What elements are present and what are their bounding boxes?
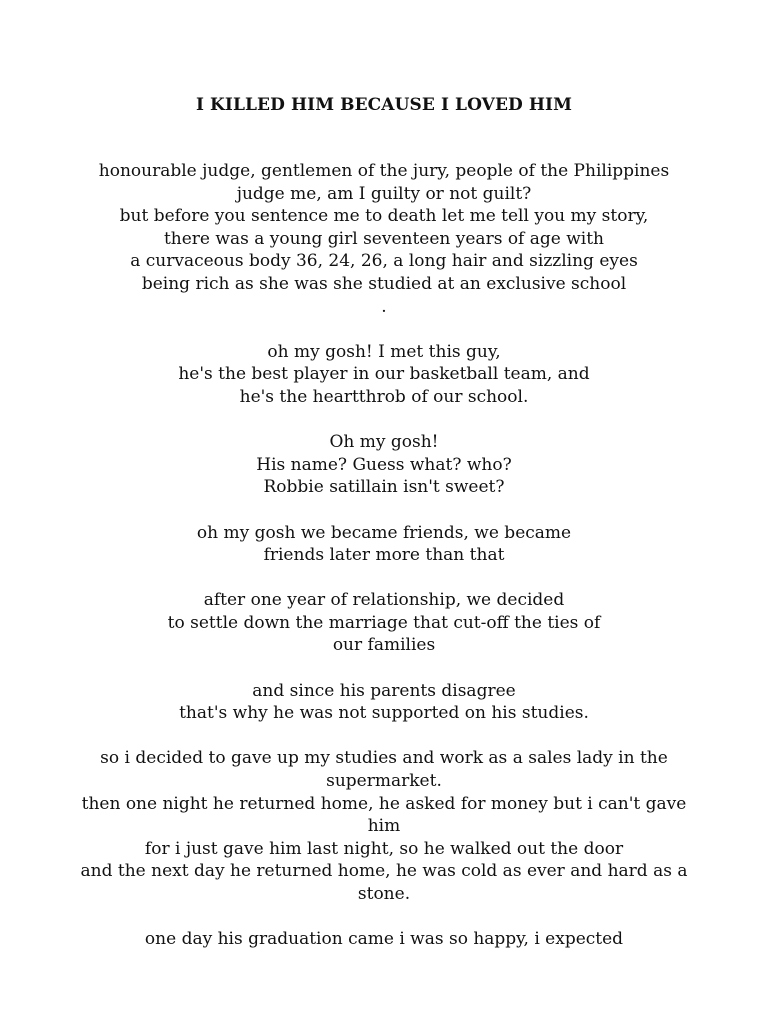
poem-line: for i just gave him last night, so he walked out the door — [144, 838, 624, 859]
poem-line: after one year of relationship, we decided — [203, 590, 565, 611]
poem-line: and the next day he returned home, he was cold as ever and hard as a stone. — [80, 861, 688, 904]
poem-line: judge me, am I guilty or not guilt? — [236, 183, 532, 204]
poem-line: friends later more than that — [263, 545, 505, 566]
stanza-7 — [74, 747, 694, 905]
stanza-1 — [74, 160, 694, 318]
poem-body — [74, 160, 694, 973]
poem-line: one day his graduation came i was so happy, i expected — [144, 929, 624, 950]
stanza-6 — [74, 680, 694, 725]
stanza-4 — [74, 522, 694, 567]
poem-line: our families — [332, 635, 436, 656]
poem-line: His name? Guess what? who? — [256, 454, 512, 475]
poem-line: he's the heartthrob of our school. — [239, 386, 529, 407]
poem-line: . — [381, 296, 387, 317]
poem-line: that's why he was not supported on his studies. — [179, 703, 589, 724]
poem-line: but before you sentence me to death let me tell you my story, — [119, 206, 649, 227]
poem-line: then one night he returned home, he asked for money but i can't gave him — [81, 793, 687, 837]
stanza-2 — [74, 341, 694, 409]
poem-line: there was a young girl seventeen years of age with — [163, 228, 605, 249]
poem-line: oh my gosh we became friends, we became — [196, 522, 572, 543]
poem-line: to settle down the marriage that cut-off the ties of — [167, 612, 601, 633]
poem-line: oh my gosh! I met this guy, — [267, 341, 501, 362]
stanza-8 — [74, 928, 694, 951]
poem-line: being rich as she was she studied at an exclusive school — [141, 273, 627, 294]
poem-line: and since his parents disagree — [252, 680, 516, 701]
stanza-5 — [74, 589, 694, 657]
poem-line: Oh my gosh! — [329, 432, 439, 453]
poem-line: so i decided to gave up my studies and work as a sales lady in the — [100, 748, 668, 769]
poem-line: Robbie satillain isn't sweet? — [263, 477, 505, 498]
document-title: I KILLED HIM BECAUSE I LOVED HIM — [195, 95, 573, 115]
stanza-3 — [74, 431, 694, 499]
poem-line: he's the best player in our basketball team, and — [178, 364, 590, 385]
poem-line: a curvaceous body 36, 24, 26, a long hair and sizzling eyes — [130, 251, 638, 272]
poem-line: supermarket. — [326, 771, 442, 792]
poem-line: honourable judge, gentlemen of the jury, people of the Philippines — [98, 161, 670, 181]
